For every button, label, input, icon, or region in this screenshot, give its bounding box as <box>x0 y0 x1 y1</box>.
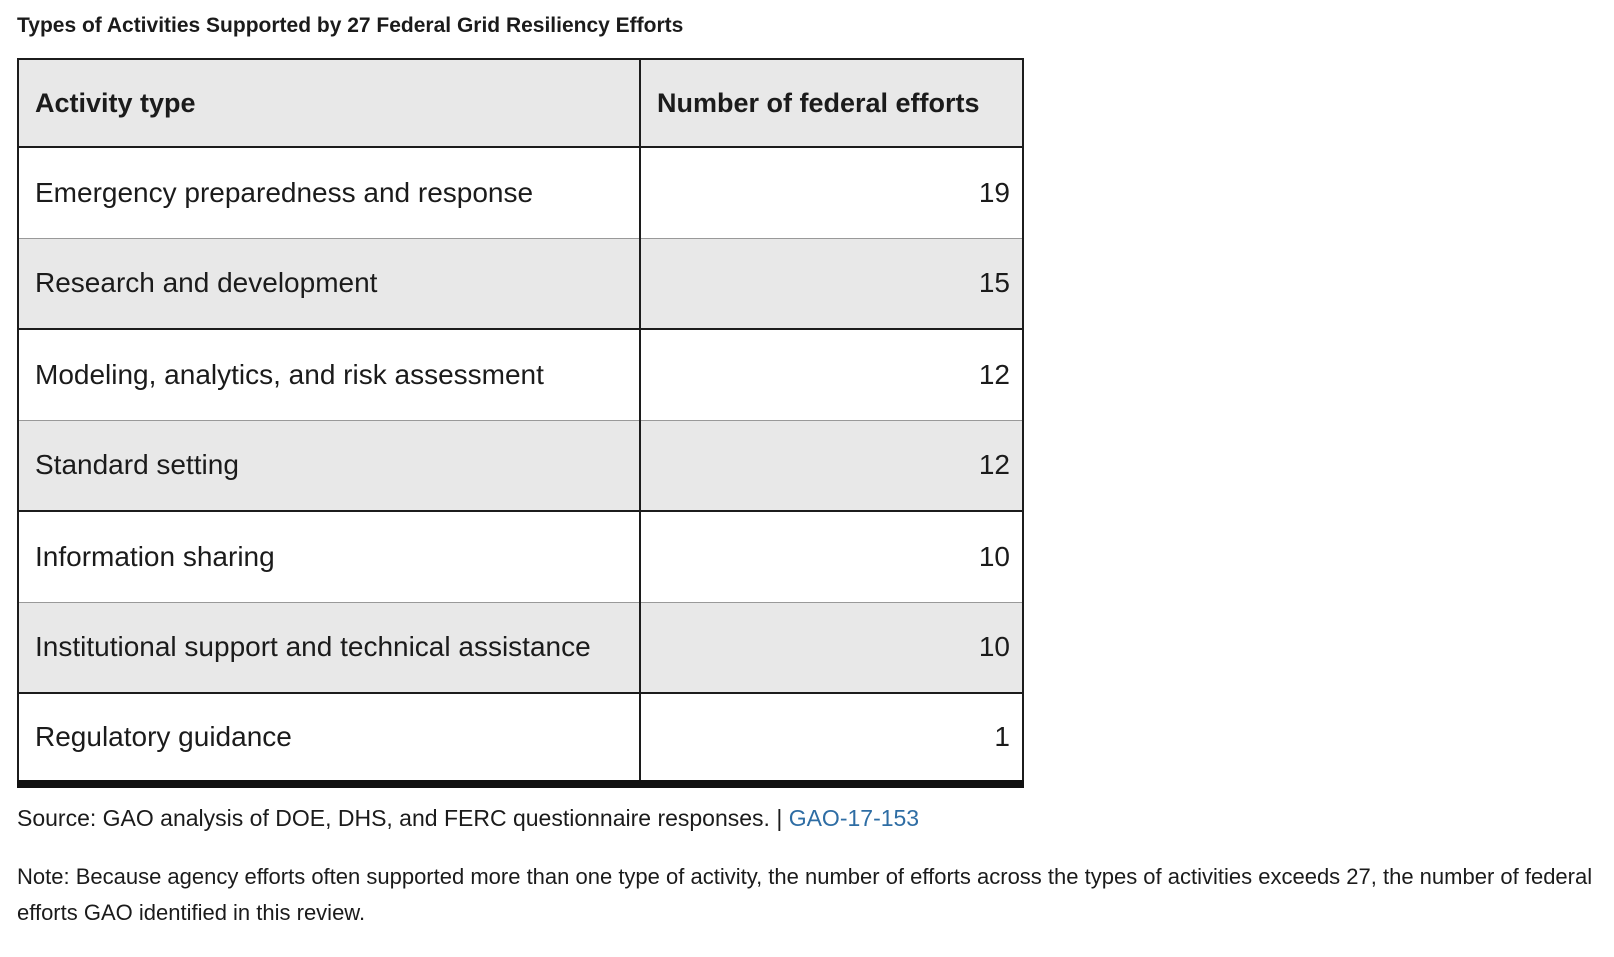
col-header-activity-type: Activity type <box>18 59 640 147</box>
table-row <box>18 147 1023 238</box>
col-header-number-of-efforts: Number of federal efforts <box>640 59 1023 147</box>
table-row <box>18 420 1023 511</box>
activity-type-cell: Regulatory guidance <box>18 693 640 784</box>
activity-type-cell: Standard setting <box>18 420 640 511</box>
source-line <box>17 803 1598 833</box>
note-text: Note: Because agency efforts often supported more than one type of activity, the number of efforts across the types of activities exceeds 27, the number of federal efforts GAO identified in this review. <box>17 864 1593 925</box>
activities-table <box>17 58 1024 788</box>
activity-type-cell: Emergency preparedness and response <box>18 147 640 238</box>
table-row <box>18 602 1023 693</box>
table-row <box>18 693 1023 784</box>
activity-type-cell: Research and development <box>18 238 640 329</box>
table-row <box>18 511 1023 602</box>
source-text: Source: GAO analysis of DOE, DHS, and FERC questionnaire responses. | <box>17 805 783 831</box>
effort-count-cell: 1 <box>994 721 1010 752</box>
activity-type-cell: Institutional support and technical assistance <box>18 602 640 693</box>
effort-count-cell: 12 <box>640 420 1023 511</box>
figure-title: Types of Activities Supported by 27 Federal Grid Resiliency Efforts <box>17 14 684 37</box>
effort-count-cell: 10 <box>640 511 1023 602</box>
header-row <box>18 59 1023 147</box>
table-row <box>18 238 1023 329</box>
activity-type-cell: Information sharing <box>18 511 640 602</box>
activity-type-cell: Modeling, analytics, and risk assessment <box>18 329 640 420</box>
effort-count-cell: 15 <box>640 238 1023 329</box>
effort-count-cell: 19 <box>640 147 1023 238</box>
source-report-link[interactable]: GAO-17-153 <box>788 805 920 831</box>
effort-count-cell: 12 <box>640 329 1023 420</box>
table-row <box>18 329 1023 420</box>
effort-count-cell: 10 <box>640 602 1023 693</box>
